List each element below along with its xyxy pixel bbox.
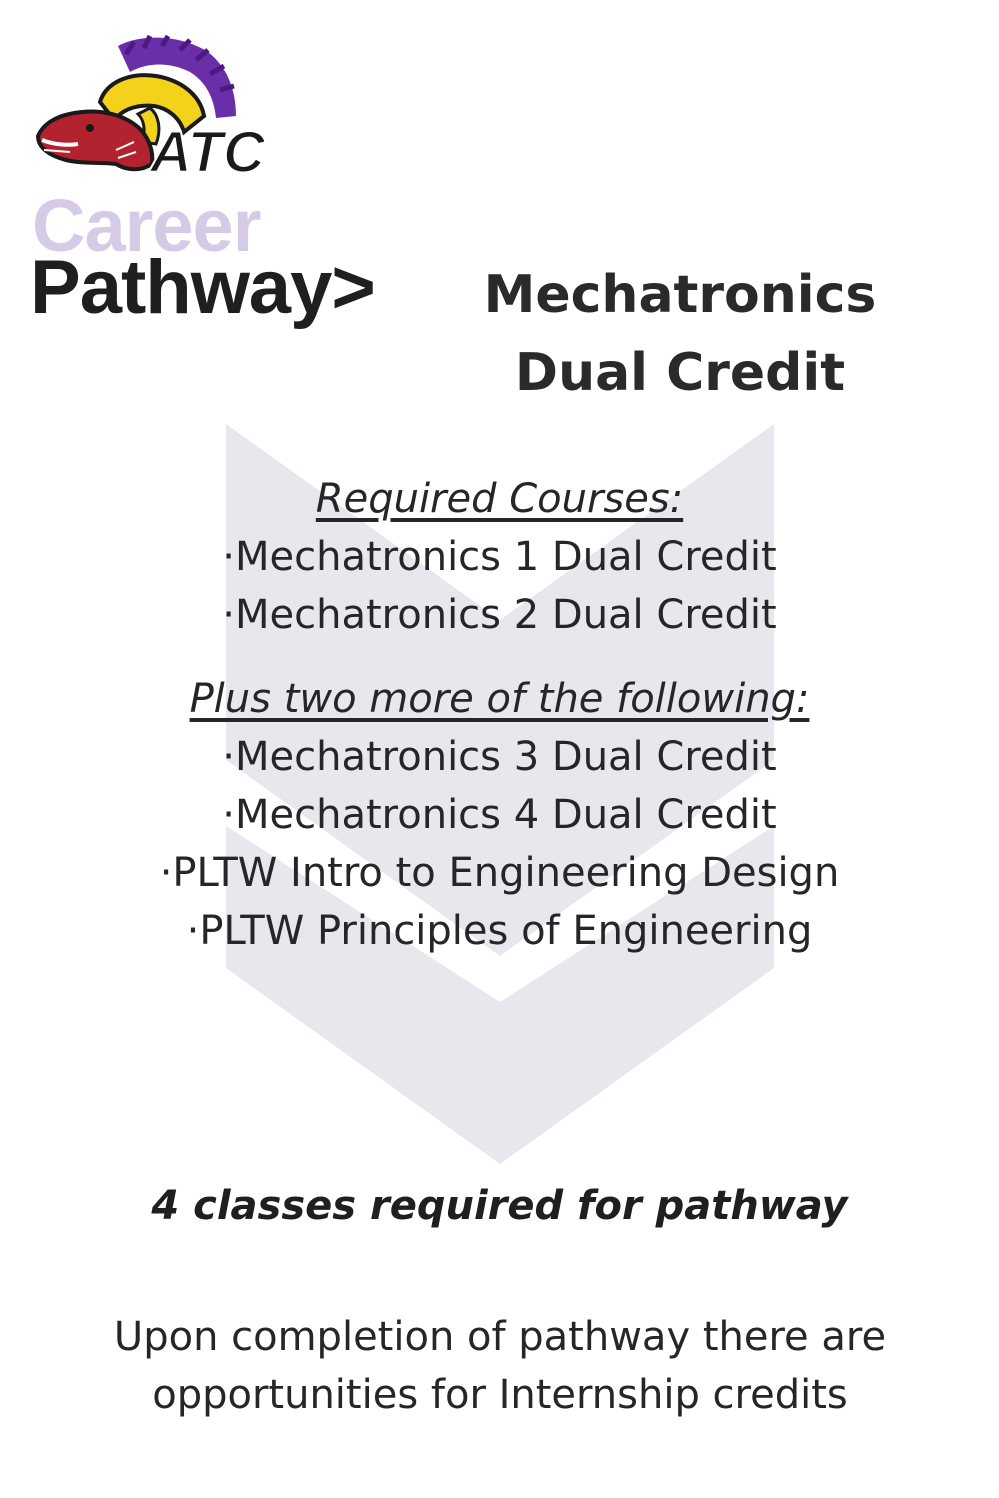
completion-note [80, 1308, 920, 1424]
elective-course-item: · Mechatronics 3 Dual Credit [0, 728, 999, 786]
pathway-title-line1: Mechatronics [483, 265, 877, 325]
required-course-item: · Mechatronics 1 Dual Credit [0, 528, 999, 586]
course-list [0, 470, 999, 960]
elective-course-item: · PLTW Principles of Engineering [0, 902, 999, 960]
elective-course-item: · Mechatronics 4 Dual Credit [0, 786, 999, 844]
pathway-title-line2: Dual Credit [514, 343, 846, 403]
career-heading: Career [32, 184, 261, 267]
completion-note-line2: opportunities for Internship credits [152, 1372, 848, 1418]
completion-note-line1: Upon completion of pathway there are [113, 1314, 887, 1360]
elective-courses-heading: Plus two more of the following: [189, 676, 810, 722]
atc-logo [30, 32, 290, 192]
logo-text: ATC [150, 120, 265, 185]
pathway-heading: Pathway> [30, 245, 375, 330]
section-spacer [0, 644, 999, 670]
spartan-horse-logo-icon [30, 32, 290, 192]
required-course-item: · Mechatronics 2 Dual Credit [0, 586, 999, 644]
elective-course-item: · PLTW Intro to Engineering Design [0, 844, 999, 902]
pathway-title [440, 256, 920, 412]
requirement-note: 4 classes required for pathway [151, 1183, 848, 1229]
required-courses-heading: Required Courses: [315, 476, 684, 522]
